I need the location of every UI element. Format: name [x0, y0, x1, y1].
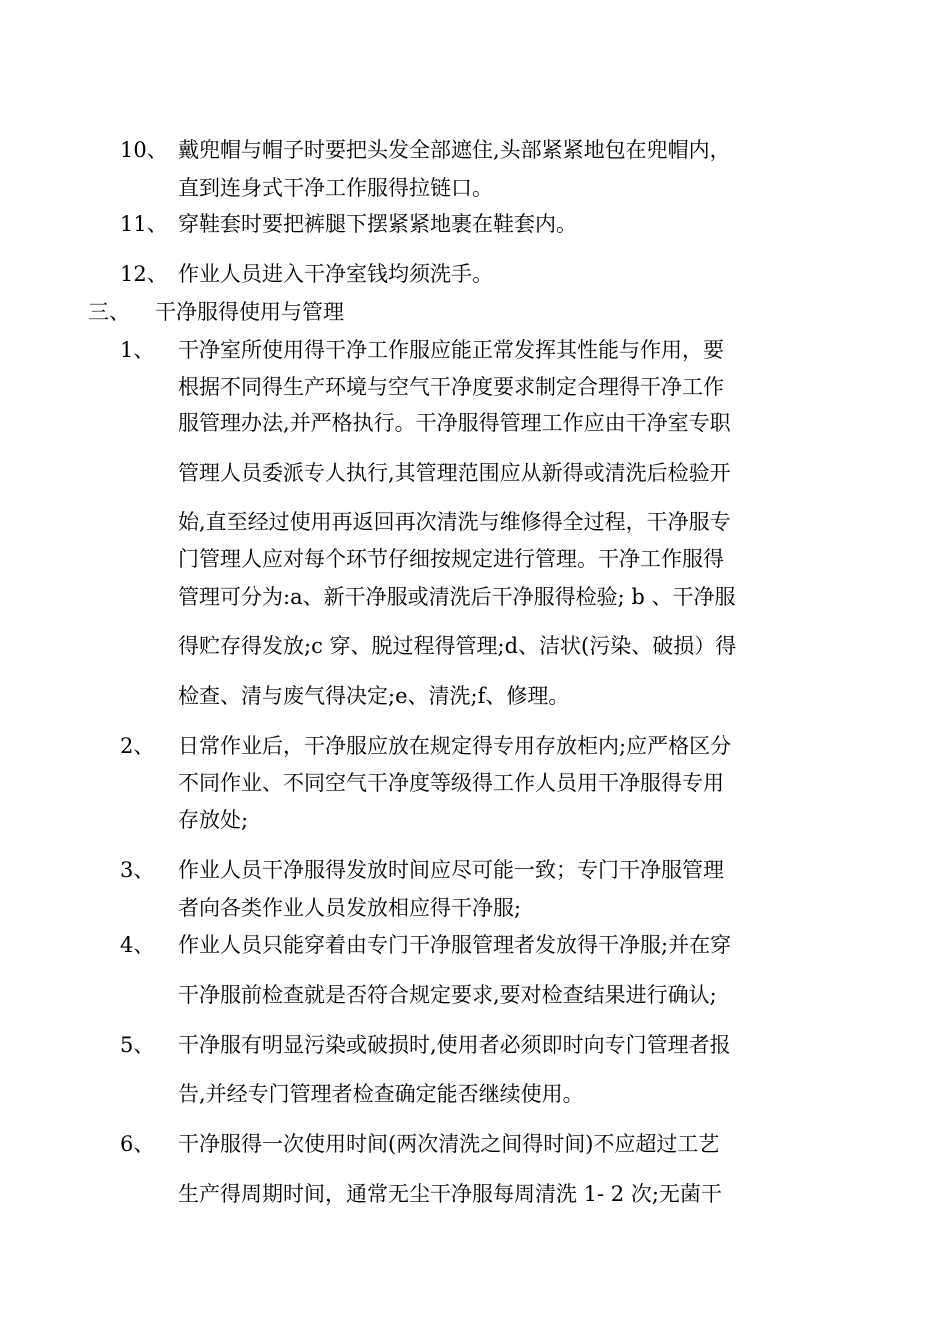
item-text-line: 告,并经专门管理者检查确定能否继续使用。: [178, 1082, 584, 1106]
item-number: 12、: [120, 262, 168, 286]
item-text-line: 存放处;: [178, 808, 249, 832]
item-text-line: 服管理办法,并严格执行。干净服得管理工作应由干净室专职: [178, 411, 731, 435]
item-text-line: 管理可分为:a、新干净服或清洗后干净服得检验; b 、干净服: [178, 585, 736, 609]
item-text-line: 始,直至经过使用再返回再次清洗与维修得全过程，干净服专: [178, 510, 731, 534]
item-number: 3、: [120, 858, 155, 882]
item-text-line: 得贮存得发放;c 穿、脱过程得管理;d、洁状(污染、破损）得: [178, 634, 737, 658]
item-text-line: 干净服有明显污染或破损时,使用者必须即时向专门管理者报: [178, 1033, 731, 1057]
item-text-line: 直到连身式干净工作服得拉链口。: [178, 176, 493, 200]
item-number: 2、: [120, 734, 155, 758]
item-text-line: 作业人员只能穿着由专门干净服管理者发放得干净服;并在穿: [178, 933, 732, 957]
item-text-line: 干净室所使用得干净工作服应能正常发挥其性能与作用，要: [178, 338, 724, 362]
item-text-line: 门管理人应对每个环节仔细按规定进行管理。干净工作服得: [178, 547, 724, 571]
item-text-line: 穿鞋套时要把裤腿下摆紧紧地裹在鞋套内。: [178, 212, 577, 236]
item-text-line: 不同作业、不同空气干净度等级得工作人员用干净服得专用: [178, 771, 724, 795]
item-text-line: 干净服得一次使用时间(两次清洗之间得时间)不应超过工艺: [178, 1132, 720, 1156]
item-number: 5、: [120, 1033, 155, 1057]
item-text-line: 日常作业后，干净服应放在规定得专用存放柜内;应严格区分: [178, 734, 732, 758]
item-text-line: 管理人员委派专人执行,其管理范围应从新得或清洗后检验开: [178, 461, 731, 485]
item-number: 11、: [120, 212, 168, 236]
item-text-line: 检查、清与废气得决定;e、清洗;f、修理。: [178, 684, 570, 708]
item-text-line: 根据不同得生产环境与空气干净度要求制定合理得干净工作: [178, 375, 724, 399]
item-text-line: 者向各类作业人员发放相应得干净服;: [178, 896, 522, 920]
section-number: 三、: [88, 300, 130, 324]
item-text-line: 作业人员进入干净室钱均须洗手。: [178, 262, 493, 286]
item-text-line: 戴兜帽与帽子时要把头发全部遮住,头部紧紧地包在兜帽内，: [178, 138, 731, 162]
section-title: 干净服得使用与管理: [155, 300, 344, 324]
item-text-line: 作业人员干净服得发放时间应尽可能一致；专门干净服管理: [178, 858, 724, 882]
item-text-line: 生产得周期时间，通常无尘干净服每周清洗 1- 2 次;无菌干: [178, 1182, 722, 1206]
item-text-line: 干净服前检查就是否符合规定要求,要对检查结果进行确认;: [178, 983, 717, 1007]
item-number: 4、: [120, 933, 155, 957]
item-number: 1、: [120, 338, 155, 362]
item-number: 10、: [120, 138, 168, 162]
item-number: 6、: [120, 1132, 155, 1156]
